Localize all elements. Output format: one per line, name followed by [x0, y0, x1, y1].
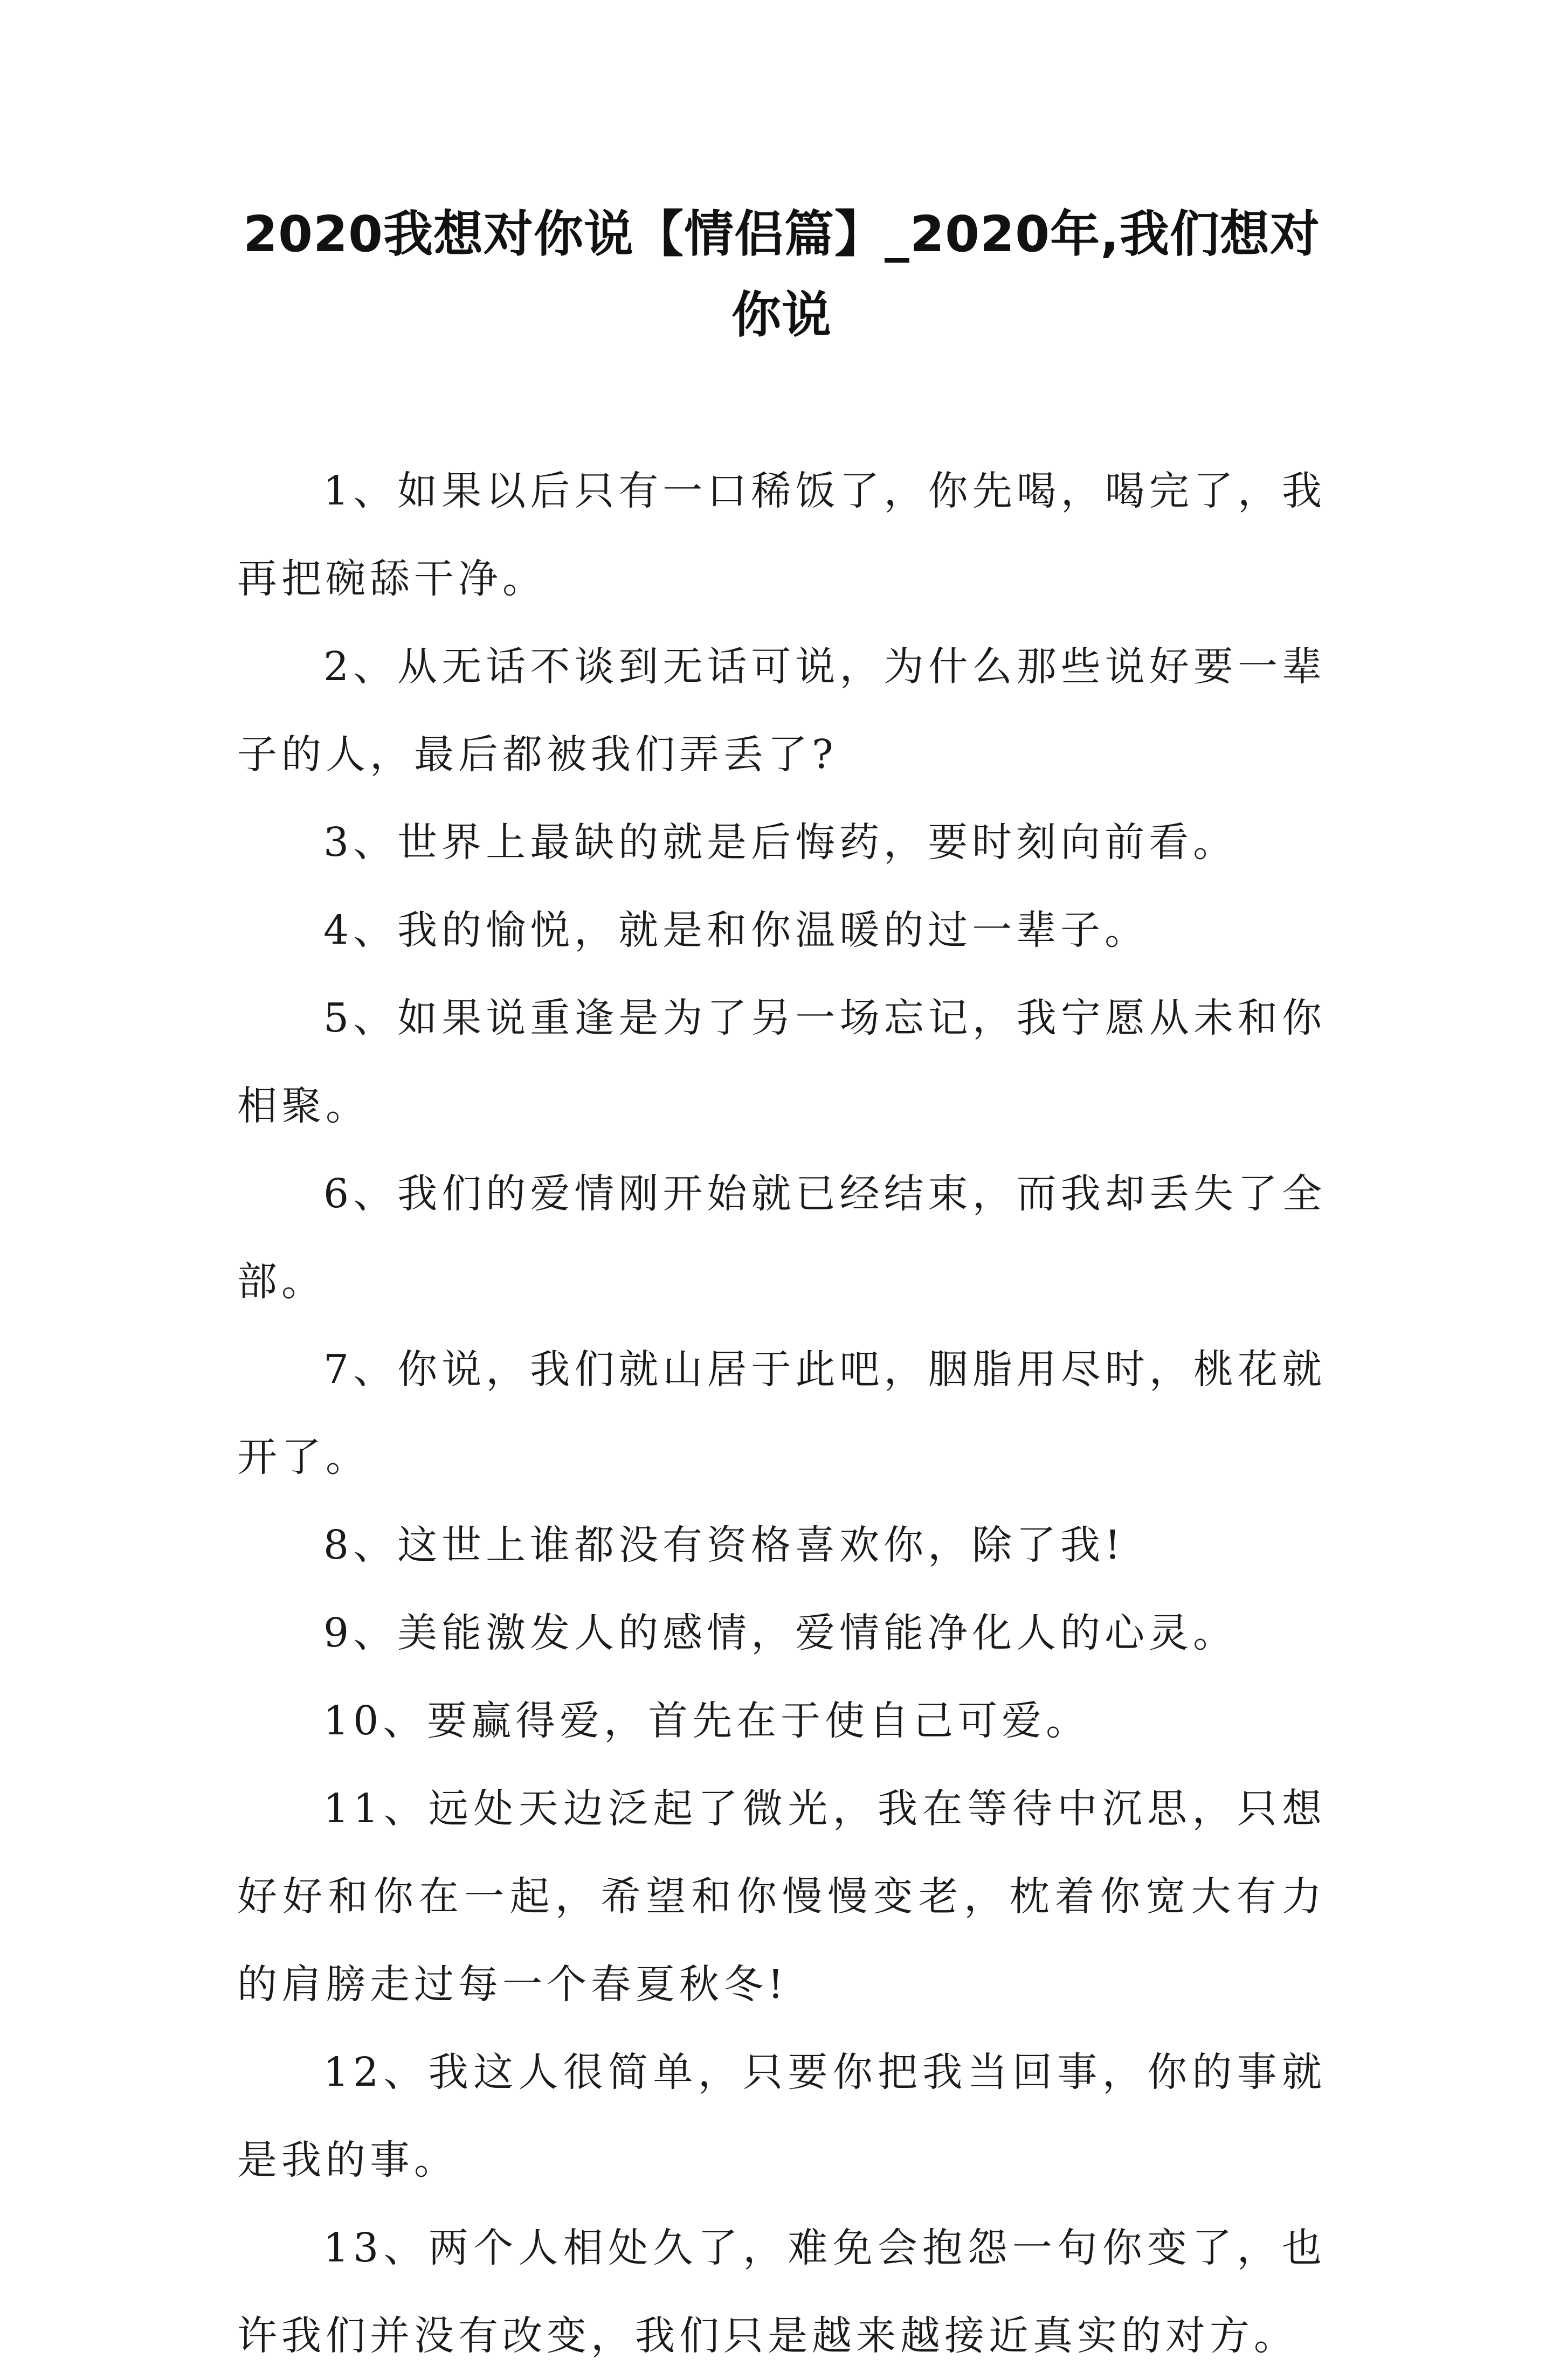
paragraph: 11、远处天边泛起了微光，我在等待中沉思，只想好好和你在一起，希望和你慢慢变老，枕着你宽大有力的肩膀走过每一个春夏秋冬!: [237, 1786, 1326, 2008]
paragraph: 13、两个人相处久了，难免会抱怨一句你变了，也许我们并没有改变，我们只是越来越接近真实的对方。: [237, 2225, 1326, 2359]
paragraph: 9、美能激发人的感情，爱情能净化人的心灵。: [323, 1610, 1238, 1656]
paragraph: 12、我这人很简单，只要你把我当回事，你的事就是我的事。: [237, 2049, 1326, 2183]
paragraph: 5、如果说重逢是为了另一场忘记，我宁愿从未和你相聚。: [237, 995, 1326, 1129]
paragraph: 10、要赢得爱，首先在于使自己可爱。: [323, 1698, 1090, 1744]
paragraph: 7、你说，我们就山居于此吧，胭脂用尽时，桃花就开了。: [237, 1346, 1326, 1480]
paragraph: 6、我们的爱情刚开始就已经结束，而我却丢失了全部。: [237, 1171, 1326, 1305]
document-body: [237, 447, 1326, 2380]
paragraph: 2、从无话不谈到无话可说，为什么那些说好要一辈子的人，最后都被我们弄丢了?: [237, 644, 1326, 778]
paragraph: 1、如果以后只有一口稀饭了，你先喝，喝完了，我再把碗舔干净。: [237, 468, 1326, 602]
paragraph: 8、这世上谁都没有资格喜欢你，除了我!: [323, 1522, 1125, 1568]
paragraph: 4、我的愉悦，就是和你温暖的过一辈子。: [323, 907, 1149, 953]
document-title: 2020我想对你说【情侣篇】_2020年,我们想对你说: [243, 205, 1321, 344]
paragraph: 3、世界上最缺的就是后悔药，要时刻向前看。: [323, 819, 1238, 866]
